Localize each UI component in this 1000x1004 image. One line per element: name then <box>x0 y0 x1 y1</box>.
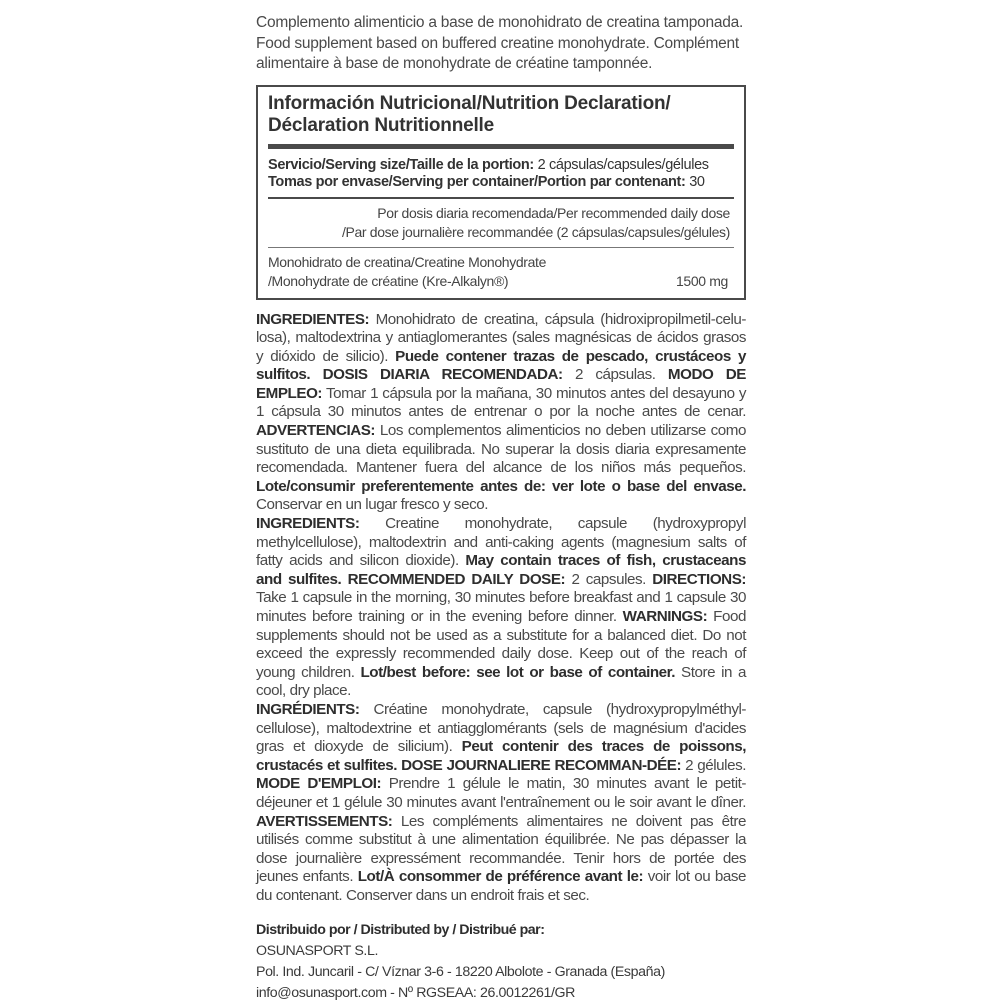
en-lot-label: Lot/best before: see lot or base of container. <box>354 663 676 681</box>
fr-allergen-warning: Peut contenir des traces de poissons, crustacés et sulfites. <box>256 738 747 774</box>
fr-use-label: MODE D'EMPLOI: <box>256 775 382 793</box>
es-ingredients-text: Monohidrato de creatina, cápsula (hidroxipropilmetil-celu- losa), maltodextrina y antiaglomerantes (sales magnésicas de ácidos grasos y dióxido de silicio). <box>256 310 746 365</box>
fr-dose-label: DOSE JOURNALIERE RECOMMAN-DÉE: <box>397 756 682 774</box>
es-lot-label: Lote/consumir preferentemente antes de: ver lote o base del envase. <box>256 477 746 495</box>
serving-size-label: Servicio/Serving size/Taille de la portion: <box>268 156 534 173</box>
fr-warnings-label: AVERTISSEMENTS: <box>256 812 393 830</box>
distributor-company: OSUNASPORT S.L. <box>256 942 378 959</box>
es-dose-text: 2 cápsulas. <box>562 366 656 384</box>
serving-size-row <box>268 157 734 174</box>
en-warnings-text: Food supplements should not be used as a substitute for a balanced diet. Do not exceed the expressly recommended daily dose. Keep out of the reach of young children. <box>256 608 746 681</box>
en-ingredients-label: INGREDIENTS: <box>256 515 360 533</box>
servings-per-container-label: Tomas por envase/Serving per container/Portion par contenant: <box>268 173 686 190</box>
en-use-text: Take 1 capsule in the morning, 30 minutes before breakfast and 1 capsule 30 minutes before training or in the evening before dinner. <box>256 589 746 625</box>
es-lot-text: Conservar en un lugar fresco y seco. <box>256 496 488 514</box>
nutrient-name-line1: Monohidrato de creatina/Creatine Monohydrate <box>268 253 546 270</box>
fr-lot-label: Lot/À consommer de préférence avant le: <box>353 868 644 886</box>
fr-warnings-text: Les compléments alimentaires ne doivent pas être utilisés comme substitut à une alimentation équilibrée. Ne pas dépasser la dose journalière expressément recommandée. Tenir hors de portée des jeunes enfants. <box>256 812 746 886</box>
fr-lot-text: voir lot ou base du contenant. Conserver dans un endroit frais et sec. <box>256 868 747 904</box>
nutrient-name-line2: /Monohydrate de créatine (Kre-Alkalyn®) <box>268 272 509 289</box>
per-dose-line2: /Par dose journalière recommandée (2 cápsulas/capsules/gélules) <box>341 223 730 240</box>
serving-size-value: 2 cápsulas/capsules/gélules <box>533 156 709 173</box>
nutrition-title <box>268 93 734 149</box>
en-ingredients-text: Creatine monohydrate, capsule (hydroxypropyl methylcellulose), maltodextrin and anti-caking agents (magnesium salts of fatty acids and silicon dioxide). <box>256 515 746 570</box>
en-dose-text: 2 capsules. <box>565 570 646 588</box>
nutrient-amount-row <box>268 272 734 291</box>
es-ingredients-label: INGREDIENTES: <box>256 310 370 328</box>
distributor-contact: info@osunasport.com - Nº RGSEAA: 26.0012261/GR <box>256 984 575 1001</box>
en-warnings-label: WARNINGS: <box>616 608 708 625</box>
en-use-label: DIRECTIONS: <box>645 570 746 588</box>
en-lot-text: Store in a cool, dry place. <box>256 663 746 700</box>
nutrition-title-line2: Déclaration Nutritionnelle <box>268 114 495 136</box>
product-description: Complemento alimenticio a base de monohidrato de creatina tamponada. Food supplement based on buffered creatine monohydrate. Complément alimentaire à base de monohydrate de créatine tamponnée. <box>256 14 744 72</box>
en-dose-label: RECOMMENDED DAILY DOSE: <box>341 570 566 588</box>
servings-per-container-row <box>268 174 734 191</box>
fr-ingredients-text: Créatine monohydrate, capsule (hydroxypropylméthyl-cellulose), maltodextrine et antiagglomérants (sels de magnésium d'acides gras et dioxyde de silicium). <box>256 700 746 756</box>
es-use-text: Tomar 1 cápsula por la mañana, 30 minutos antes del desayuno y 1 cápsula 30 minutos antes de entrenar o por la noche antes de cenar. <box>256 384 746 421</box>
distributor-block <box>256 920 746 1004</box>
en-allergen-warning: May contain traces of fish, crustaceans and sulfites. <box>256 552 746 588</box>
fr-dose-text: 2 gélules. <box>681 756 746 774</box>
es-warnings-label: ADVERTENCIAS: <box>256 422 376 440</box>
es-allergen-warning: Puede contener trazas de pescado, crustáceos y sulfitos. <box>256 347 746 384</box>
nutrient-row-creatine <box>268 248 734 294</box>
fr-use-text: Prendre 1 gélule le matin, 30 minutes avant le petit-déjeuner et 1 gélule 30 minutes avant l'entraînement ou le soir avant le dîner. <box>256 775 746 811</box>
servings-per-container-value: 30 <box>685 173 705 190</box>
ingredients-text <box>256 311 746 906</box>
nutrition-title-line1: Información Nutricional/Nutrition Declaration/ <box>268 92 671 114</box>
distributor-heading: Distribuido por / Distributed by / Distribué par: <box>256 921 545 938</box>
per-dose-header <box>268 199 734 248</box>
distributor-address: Pol. Ind. Juncaril - C/ Víznar 3-6 - 18220 Albolote - Granada (España) <box>256 963 665 980</box>
per-dose-line1: Por dosis diaria recomendada/Per recommended daily dose <box>377 204 730 221</box>
label-column <box>256 13 746 1004</box>
serving-info <box>268 149 734 199</box>
nutrition-table <box>256 85 746 300</box>
es-warnings-text: Los complementos alimenticios no deben utilizarse como sustituto de una dieta equilibrada. No superar la dosis diaria expresamente recomendada. Mantener fuera del alcance de los niños más pequeños. <box>256 422 746 477</box>
fr-ingredients-label: INGRÉDIENTS: <box>256 700 360 718</box>
es-use-label: MODO DE EMPLEO: <box>256 366 746 402</box>
nutrient-amount: 1500 mg <box>675 272 728 289</box>
es-dose-label: DOSIS DIARIA RECOMENDADA: <box>310 366 563 384</box>
